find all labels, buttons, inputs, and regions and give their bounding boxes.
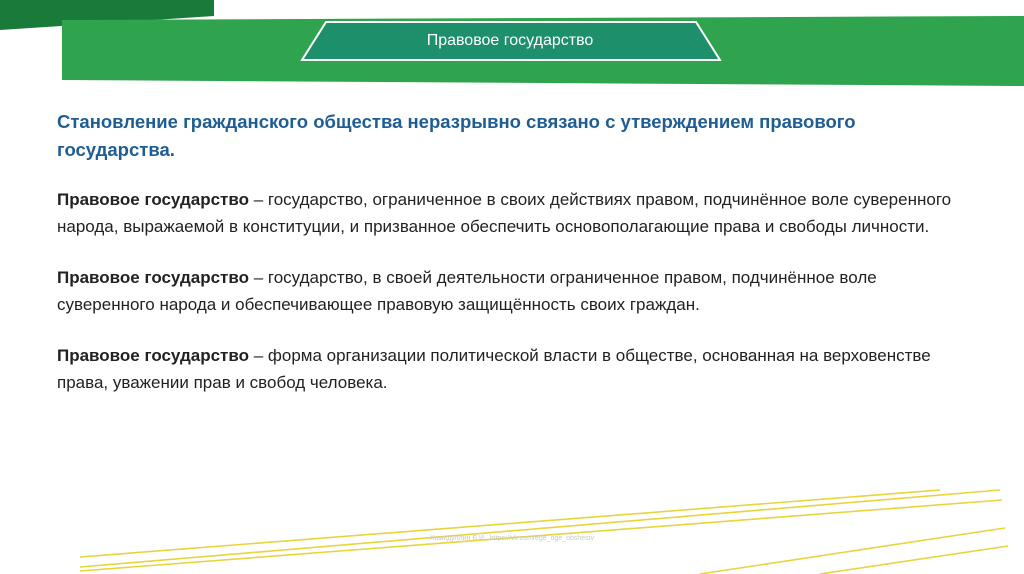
definition-term: Правовое государство: [57, 268, 249, 287]
lead-statement: Становление гражданского общества неразрывно связано с утверждением правового государства.: [57, 111, 856, 160]
yellow-accent-lines: [80, 490, 1008, 574]
definition-text: – государство, ограниченное в своих действиях правом, подчинённое воле суверенного народа, выражаемой в конституции, и призванное обеспечить основополагающие права и свободы личности.: [57, 190, 952, 236]
definition-paragraph: [57, 264, 977, 318]
footer-credit: Хамидуллин Б.И., https://vk.com/ege_oge_obshestv: [429, 535, 595, 542]
definition-text: – государство, в своей деятельности ограниченное правом, подчинённое воле суверенного народа и обеспечивающее правовую защищённость своих граждан.: [57, 268, 877, 314]
definition-term: Правовое государство: [57, 346, 249, 365]
definition-paragraph: [57, 342, 977, 396]
definition-text: – форма организации политической власти в обществе, основанная на верховенстве права, уважении прав и свобод человека.: [57, 346, 931, 392]
accent-line: [820, 546, 1008, 574]
accent-line: [80, 490, 940, 557]
accent-line: [80, 490, 1000, 567]
definition-paragraph: [57, 186, 977, 240]
slide-title: Правовое государство: [426, 32, 594, 49]
definition-term: Правовое государство: [57, 190, 249, 209]
slide-content: [57, 108, 977, 420]
